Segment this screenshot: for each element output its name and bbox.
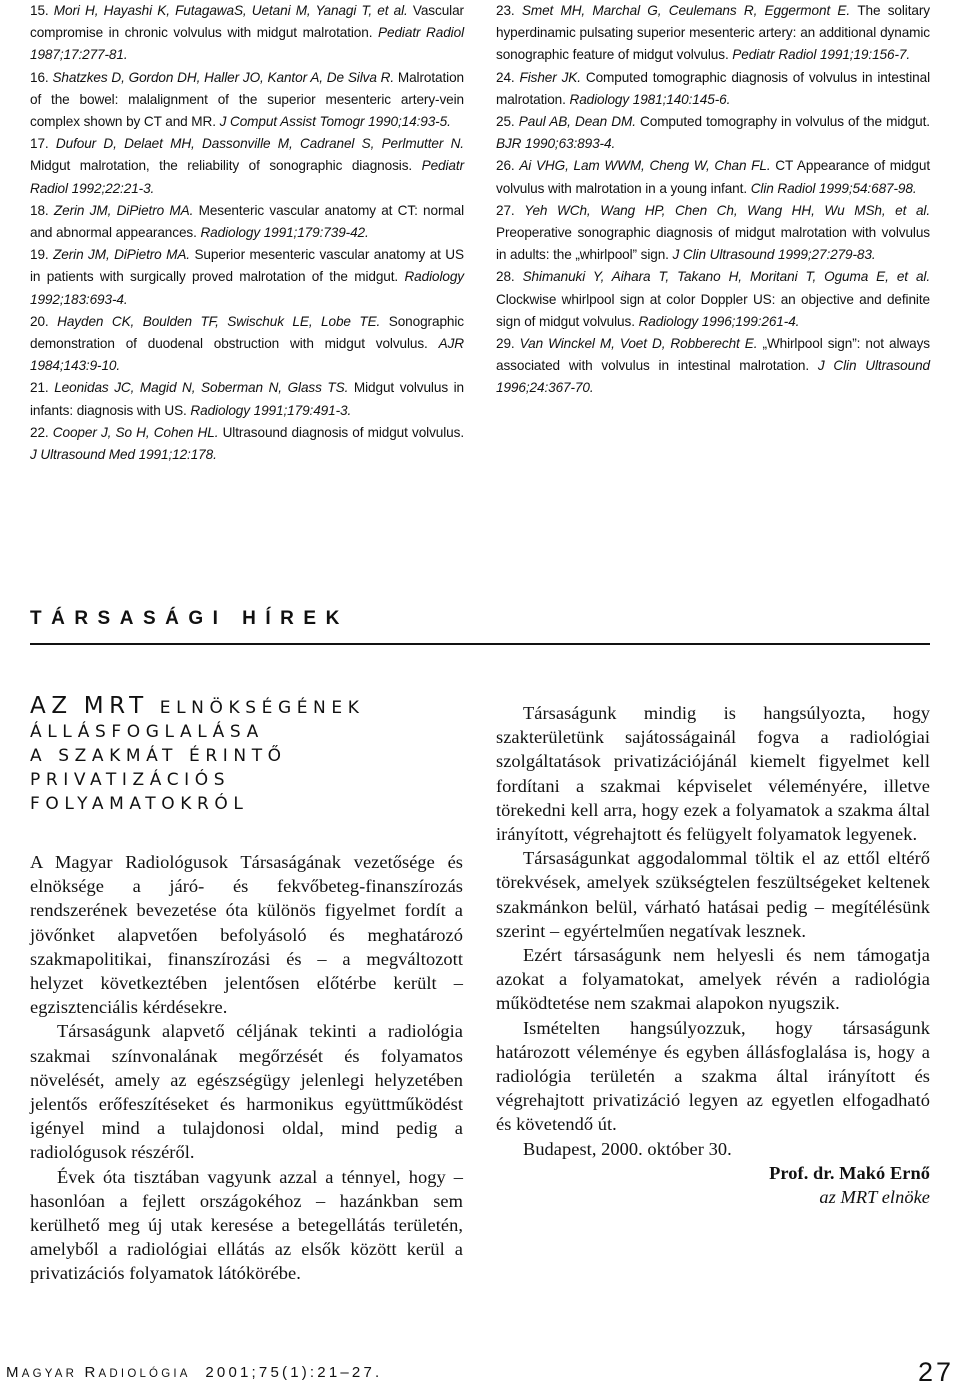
reference-title: Computed tomography in volvulus of the midgut. — [640, 114, 930, 130]
reference-authors: Shatzkes D, Gordon DH, Haller JO, Kantor A, De Silva R. — [52, 69, 398, 85]
article-paragraph: Társaságunkat aggodalommal töltik el az ettől eltérő törekvések, amelyek szükségtelen feszültségeket keltenek szakmánkon belül, várható hatásai pedig – megítélésünk szerint – egyértelműen negatívak lesznek. — [496, 848, 930, 941]
reference-journal: Radiology 1991;179:739-42. — [200, 225, 369, 241]
journal-name: MAGYAR RADIOLÓGIA — [6, 1364, 191, 1381]
signature-role: az MRT elnöke — [819, 1187, 930, 1208]
reference-title: Sonographic demonstration of duodenal obstruction with midgut volvulus. — [30, 313, 464, 352]
reference-authors: Dufour D, Delaet MH, Dassonville M, Cadranel S, Perlmutter N. — [55, 136, 464, 152]
reference-number: 20. — [30, 313, 58, 329]
reference-item — [30, 244, 464, 311]
reference-number: 25. — [496, 114, 519, 130]
reference-journal: Radiology 1991;179:491-3. — [190, 402, 352, 418]
reference-authors: Mori H, Hayashi K, FutagawaS, Uetani M, Yanagi T, et al. — [53, 3, 413, 18]
reference-number: 15. — [30, 3, 54, 18]
reference-number: 23. — [496, 3, 522, 18]
title-capital-word: AZ — [30, 693, 73, 719]
reference-authors: Ai VHG, Lam WWM, Cheng W, Chan FL. — [519, 158, 776, 174]
reference-authors: Fisher JK. — [519, 69, 586, 85]
reference-item — [496, 0, 930, 67]
reference-authors: Smet MH, Marchal G, Ceulemans R, Eggermont E. — [521, 3, 858, 18]
reference-item — [30, 311, 464, 378]
page-footer — [0, 1357, 960, 1387]
issue-citation: 2001;75(1):21–27. — [205, 1364, 383, 1381]
reference-number: 24. — [496, 69, 520, 85]
reference-item — [30, 0, 464, 67]
section-title: TÁRSASÁGI HÍREK — [30, 608, 349, 629]
article-paragraph: Ismételten hangsúlyozzuk, hogy társaságunk határozott véleménye és egyben állásfoglalása is, hogy a radiológia területén a szakma által irányított és végrehajtott privatizáció legyen az egyetlen elfogadható és követendő út. — [496, 1017, 930, 1135]
reference-item — [496, 266, 930, 333]
reference-number: 22. — [30, 424, 53, 440]
reference-item — [496, 67, 930, 111]
references-left-column — [30, 0, 464, 466]
article-title-line: PRIVATIZÁCIÓS — [30, 770, 231, 790]
reference-number: 21. — [30, 380, 55, 396]
reference-authors: Hayden CK, Boulden TF, Swischuk LE, Lobe TE. — [57, 313, 389, 329]
article-paragraph: Évek óta tisztában vagyunk azzal a ténnyel, hogy – hasonlóan a fejlett országokéhoz – hazánkban sem kerülhető meg új utak keresése a betegellátás területén, amelyből a radiológiai ellátás az elsők között kerül a privatizációs folyamatok látókörébe. — [30, 1166, 463, 1284]
reference-authors: Paul AB, Dean DM. — [518, 114, 641, 130]
article-body-left — [30, 850, 463, 1286]
article-title-line: AZ MRT ELNÖKSÉGÉNEK — [30, 693, 365, 719]
reference-item — [496, 200, 930, 267]
reference-title: CT Appearance of midgut volvulus with malrotation in a young infant. — [496, 158, 930, 196]
reference-authors: Zerin JM, DiPietro MA. — [53, 202, 199, 218]
reference-item — [30, 200, 464, 244]
reference-item — [30, 377, 464, 421]
reference-journal: Clin Radiol 1999;54:687-98. — [750, 180, 917, 196]
reference-number: 29. — [496, 336, 520, 352]
article-title — [30, 694, 470, 816]
reference-title: Midgut volvulus in infants: diagnosis with US. — [30, 380, 465, 418]
reference-journal: Radiology 1996;199:261-4. — [638, 313, 800, 329]
reference-title: Ultrasound diagnosis of midgut volvulus. — [222, 424, 464, 440]
reference-number: 28. — [496, 269, 523, 285]
page-number: 27 — [917, 1357, 954, 1387]
reference-item — [496, 333, 930, 400]
reference-item — [30, 133, 464, 200]
reference-title: Clockwise whirlpool sign at color Doppler US: an objective and definite sign of midgut volvulus. — [496, 291, 930, 329]
reference-title: Vascular compromise in chronic volvulus with midgut malrotation. — [30, 3, 464, 41]
reference-title: „Whirlpool sign”: not always associated with volvulus in intestinal malrotation. — [496, 336, 930, 374]
reference-title: Malrotation of the bowel: malalignment of the superior mesenteric artery-vein complex shown by CT and MR. — [30, 69, 464, 130]
reference-title: Superior mesenteric vascular anatomy at US in patients with surgically proved malrotation of the midgut. — [30, 247, 464, 285]
article-paragraph: Társaságunk mindig is hangsúlyozta, hogy szakterületünk sajátosságainál fogva a radiológiai szolgáltatások privatizációjánál kiemelt figyelmet kell fordítani a szakmai képviselet véleményére, illetve törekedni kell arra, hogy ezek a folyamatok a szakma által irányított, végrehajtott és felügyelt folyamatok legyenek. — [496, 703, 930, 845]
reference-item — [30, 67, 464, 134]
reference-journal: AJR 1984;143:9-10. — [30, 336, 464, 374]
reference-journal: J Clin Ultrasound 1999;27:279-83. — [672, 247, 876, 263]
reference-item — [496, 155, 930, 199]
reference-journal: J Clin Ultrasound 1996;24:367-70. — [496, 358, 930, 396]
reference-number: 17. — [30, 136, 56, 152]
reference-authors: Yeh WCh, Wang HP, Chen Ch, Wang HH, Wu MSh, et al. — [524, 202, 930, 218]
reference-title: Computed tomographic diagnosis of volvulus in intestinal malrotation. — [496, 69, 930, 107]
reference-item — [496, 111, 930, 155]
title-capital-word: MRT — [83, 693, 149, 719]
article-title-line: FOLYAMATOKRÓL — [30, 794, 249, 814]
reference-number: 16. — [30, 69, 53, 85]
article-paragraph: Ezért társaságunk nem helyesli és nem támogatja azokat a folyamatokat, amelyek révén a radiológia működtetése nem szakmai alapokon nyugszik. — [496, 945, 930, 1014]
reference-item — [30, 422, 464, 466]
reference-journal: J Comput Assist Tomogr 1990;14:93-5. — [219, 114, 451, 130]
reference-title: Mesenteric vascular anatomy at CT: normal and abnormal appearances. — [30, 202, 464, 241]
article-paragraph: Társaságunk alapvető céljának tekinti a radiológia szakmai színvonalának megőrzését és folyamatos növelését, amely az egészségügy jelenlegi helyzetében jelentős erőfeszítéseket és harmonikus együttműködést igényel mind a tulajdonosi oldal, mind pedig a radiológusok részéről. — [30, 1021, 463, 1163]
reference-journal: BJR 1990;63:893-4. — [496, 136, 616, 152]
footer-citation — [6, 1364, 382, 1381]
section-divider — [30, 643, 930, 645]
reference-authors: Van Winckel M, Voet D, Robberecht E. — [519, 336, 763, 352]
dateline: Budapest, 2000. október 30. — [523, 1138, 732, 1159]
reference-journal: Radiology 1992;183:693-4. — [30, 269, 464, 307]
article-title-line: A SZAKMÁT ÉRINTŐ — [30, 746, 287, 766]
signature-name: Prof. dr. Makó Ernő — [769, 1162, 930, 1183]
reference-authors: Leonidas JC, Magid N, Soberman N, Glass TS. — [54, 380, 354, 396]
reference-journal: Pediatr Radiol 1992;22:21-3. — [30, 158, 464, 196]
reference-authors: Cooper J, So H, Cohen HL. — [52, 424, 223, 440]
article-paragraph: A Magyar Radiológusok Társaságának vezetősége és elnöksége a járó- és fekvőbeteg-finanszírozás rendszerének bevezetése óta különös figyelmet fordít a jövőnket alapvetően befolyásoló és meghatározó szakmapolitikai, finanszírozási és – a megváltozott helyzet következtében jelentősen előtérbe került – egzisztenciális kérdésekre. — [30, 852, 463, 1018]
article-title-line: ÁLLÁSFOGLALÁSA — [30, 722, 264, 742]
reference-number: 26. — [496, 158, 520, 174]
references-right-column — [496, 0, 930, 400]
reference-journal: Radiology 1981;140:145-6. — [569, 91, 731, 107]
reference-journal: J Ultrasound Med 1991;12:178. — [30, 447, 217, 463]
reference-number: 18. — [30, 202, 54, 218]
reference-authors: Shimanuki Y, Aihara T, Takano H, Moritani T, Oguma E, et al. — [522, 269, 930, 285]
reference-journal: Pediatr Radiol 1987;17:277-81. — [30, 25, 464, 63]
reference-journal: Pediatr Radiol 1991;19:156-7. — [732, 47, 911, 63]
reference-number: 19. — [30, 247, 54, 263]
reference-title: Preoperative sonographic diagnosis of midgut malrotation with volvulus in adults: the „whirlpool” sign. — [496, 225, 930, 263]
reference-title: Midgut malrotation, the reliability of sonographic diagnosis. — [30, 158, 422, 174]
reference-number: 27. — [496, 202, 525, 218]
article-body-right — [496, 701, 930, 1209]
reference-authors: Zerin JM, DiPietro MA. — [53, 247, 195, 263]
reference-title: The solitary hyperdinamic pulsating superior mesenteric artery: an additional dynamic sonographic feature of midgut volvulus. — [496, 3, 930, 63]
